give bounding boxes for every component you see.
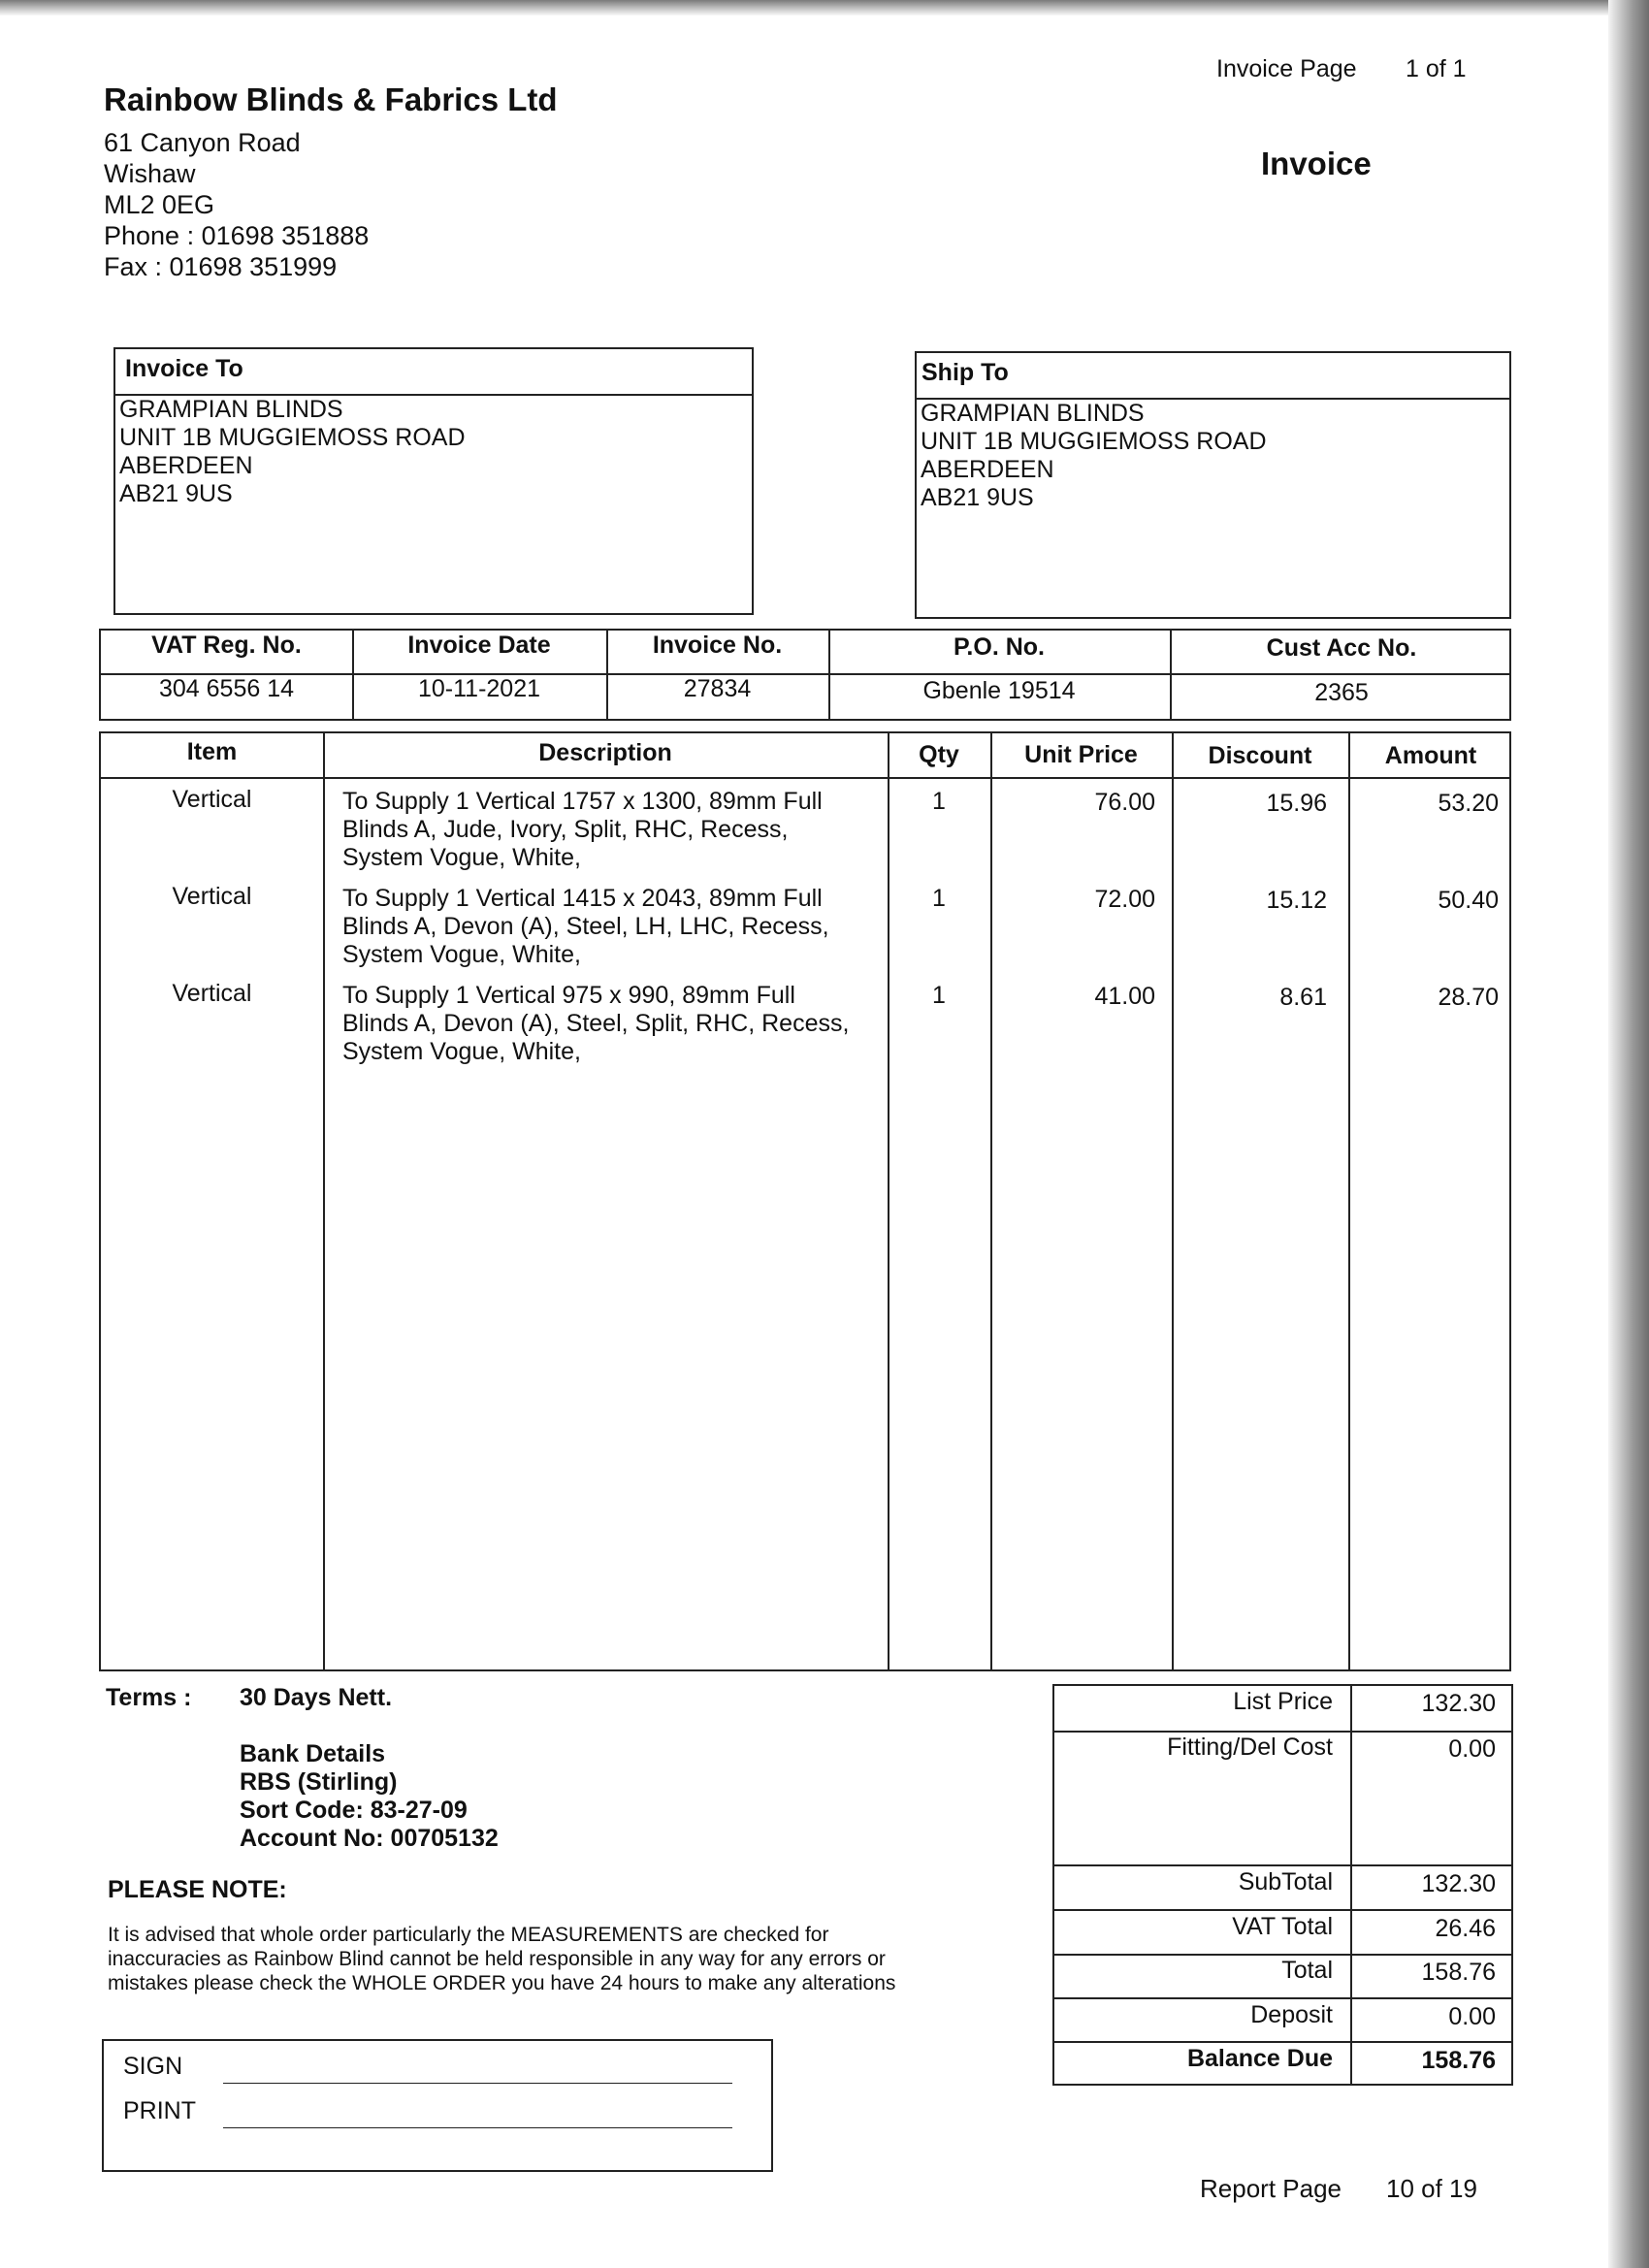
note-line: It is advised that whole order particularly the MEASUREMENTS are checked for [108,1924,829,1946]
ship-to-box [915,351,1511,619]
items-header-qty: Qty [919,741,959,768]
terms-value: 30 Days Nett. [240,1684,393,1711]
signature-box [102,2039,773,2172]
table-row-amount: 50.40 [1438,887,1499,914]
invoice-to-line: GRAMPIAN BLINDS [119,396,343,423]
items-header-discount: Discount [1208,742,1312,769]
company-address [104,127,369,282]
please-note-text [108,1923,895,1995]
description-line: System Vogue, White, [342,941,581,968]
description-line: Blinds A, Devon (A), Steel, Split, RHC, Recess, [342,1010,850,1037]
invoice-to-line: AB21 9US [119,480,233,507]
meta-value-po: Gbenle 19514 [922,677,1076,704]
invoice-to-label: Invoice To [125,355,243,382]
list-price-label: List Price [1233,1688,1333,1715]
bank-details [240,1740,499,1853]
company-address-line: Wishaw [104,159,196,188]
description-line: To Supply 1 Vertical 1415 x 2043, 89mm Full [342,885,823,912]
invoice-to-address [119,396,466,508]
vat-total-value: 26.46 [1435,1915,1496,1942]
report-page-label: Report Page [1200,2174,1342,2203]
terms-label: Terms : [106,1684,192,1711]
meta-value-date: 10-11-2021 [417,675,541,702]
ship-to-line: ABERDEEN [921,456,1054,483]
invoice-meta-table [99,629,1511,721]
total-label: Total [1281,1957,1333,1984]
table-row-qty: 1 [932,982,946,1009]
description-line: Blinds A, Jude, Ivory, Split, RHC, Recess, [342,816,789,843]
balance-due-value: 158.76 [1421,2047,1496,2074]
bank-account-no: Account No: 00705132 [240,1825,499,1852]
subtotal-value: 132.30 [1421,1870,1496,1897]
table-row-discount: 8.61 [1279,984,1327,1011]
items-header-amount: Amount [1384,742,1477,769]
meta-value-invoice-no: 27834 [683,675,752,702]
table-row-item: Vertical [172,786,252,813]
meta-value-cust-acc: 2365 [1314,679,1369,706]
scan-edge-top [0,0,1649,16]
company-phone: Phone : 01698 351888 [104,221,370,250]
table-row-amount: 28.70 [1438,984,1499,1011]
items-header-unit-price: Unit Price [1024,741,1138,768]
table-row-discount: 15.96 [1266,790,1327,817]
items-header-description: Description [538,739,672,766]
meta-header-vat: VAT Reg. No. [151,632,302,659]
note-line: mistakes please check the WHOLE ORDER you have 24 hours to make any alterations [108,1972,896,1994]
meta-value-vat: 304 6556 14 [158,675,295,702]
table-row-amount: 53.20 [1438,790,1499,817]
sign-line[interactable] [223,2083,732,2084]
balance-due-label: Balance Due [1186,2045,1333,2072]
total-value: 158.76 [1421,1959,1496,1986]
invoice-to-line: ABERDEEN [119,452,253,479]
sign-label: SIGN [123,2053,183,2080]
items-header-item: Item [186,738,238,765]
bank-sort-code: Sort Code: 83-27-09 [240,1797,468,1824]
description-line: To Supply 1 Vertical 975 x 990, 89mm Full [342,982,795,1009]
company-address-line: ML2 0EG [104,190,215,219]
invoice-to-box [113,347,754,615]
meta-header-invoice-no: Invoice No. [652,632,783,659]
company-fax: Fax : 01698 351999 [104,252,338,281]
page-info-label: Invoice Page [1216,55,1357,82]
deposit-value: 0.00 [1448,2003,1496,2030]
description-line: System Vogue, White, [342,1038,581,1065]
table-row-unit-price: 72.00 [1094,886,1155,913]
print-label: PRINT [123,2097,196,2124]
ship-to-line: GRAMPIAN BLINDS [921,400,1145,427]
note-line: inaccuracies as Rainbow Blind cannot be held responsible in any way for any errors or [108,1948,886,1970]
vat-total-label: VAT Total [1232,1913,1333,1940]
list-price-value: 132.30 [1421,1690,1496,1717]
document-title: Invoice [1261,146,1372,181]
table-row-unit-price: 41.00 [1094,983,1155,1010]
page-info-value: 1 of 1 [1406,55,1467,82]
table-row-discount: 15.12 [1266,887,1327,914]
table-row-qty: 1 [932,788,946,815]
totals-table [1052,1684,1513,2086]
fitting-cost-label: Fitting/Del Cost [1167,1733,1333,1761]
scan-edge-right [1608,0,1649,2268]
print-line[interactable] [223,2127,732,2128]
subtotal-label: SubTotal [1238,1868,1333,1895]
report-page-value: 10 of 19 [1386,2174,1477,2203]
table-row-unit-price: 76.00 [1094,789,1155,816]
ship-to-label: Ship To [922,359,1009,386]
meta-header-po: P.O. No. [953,633,1045,661]
table-row-item: Vertical [172,883,252,910]
ship-to-line: AB21 9US [921,484,1034,511]
table-row-description [342,982,849,1066]
description-line: Blinds A, Devon (A), Steel, LH, LHC, Recess, [342,913,829,940]
invoice-to-line: UNIT 1B MUGGIEMOSS ROAD [119,424,466,451]
table-row-qty: 1 [932,885,946,912]
company-name: Rainbow Blinds & Fabrics Ltd [104,81,558,117]
company-address-line: 61 Canyon Road [104,128,301,157]
table-row-item: Vertical [172,980,252,1007]
meta-header-date: Invoice Date [407,632,551,659]
table-row-description [342,788,823,872]
please-note-title: PLEASE NOTE: [108,1876,287,1903]
fitting-cost-value: 0.00 [1448,1735,1496,1763]
bank-details-title: Bank Details [240,1740,386,1767]
description-line: System Vogue, White, [342,844,581,871]
ship-to-address [921,400,1267,512]
description-line: To Supply 1 Vertical 1757 x 1300, 89mm Full [342,788,823,815]
ship-to-line: UNIT 1B MUGGIEMOSS ROAD [921,428,1267,455]
items-table [99,731,1511,1671]
bank-name: RBS (Stirling) [240,1768,398,1796]
meta-header-cust-acc: Cust Acc No. [1266,634,1417,662]
deposit-label: Deposit [1250,2001,1333,2028]
table-row-description [342,885,829,969]
